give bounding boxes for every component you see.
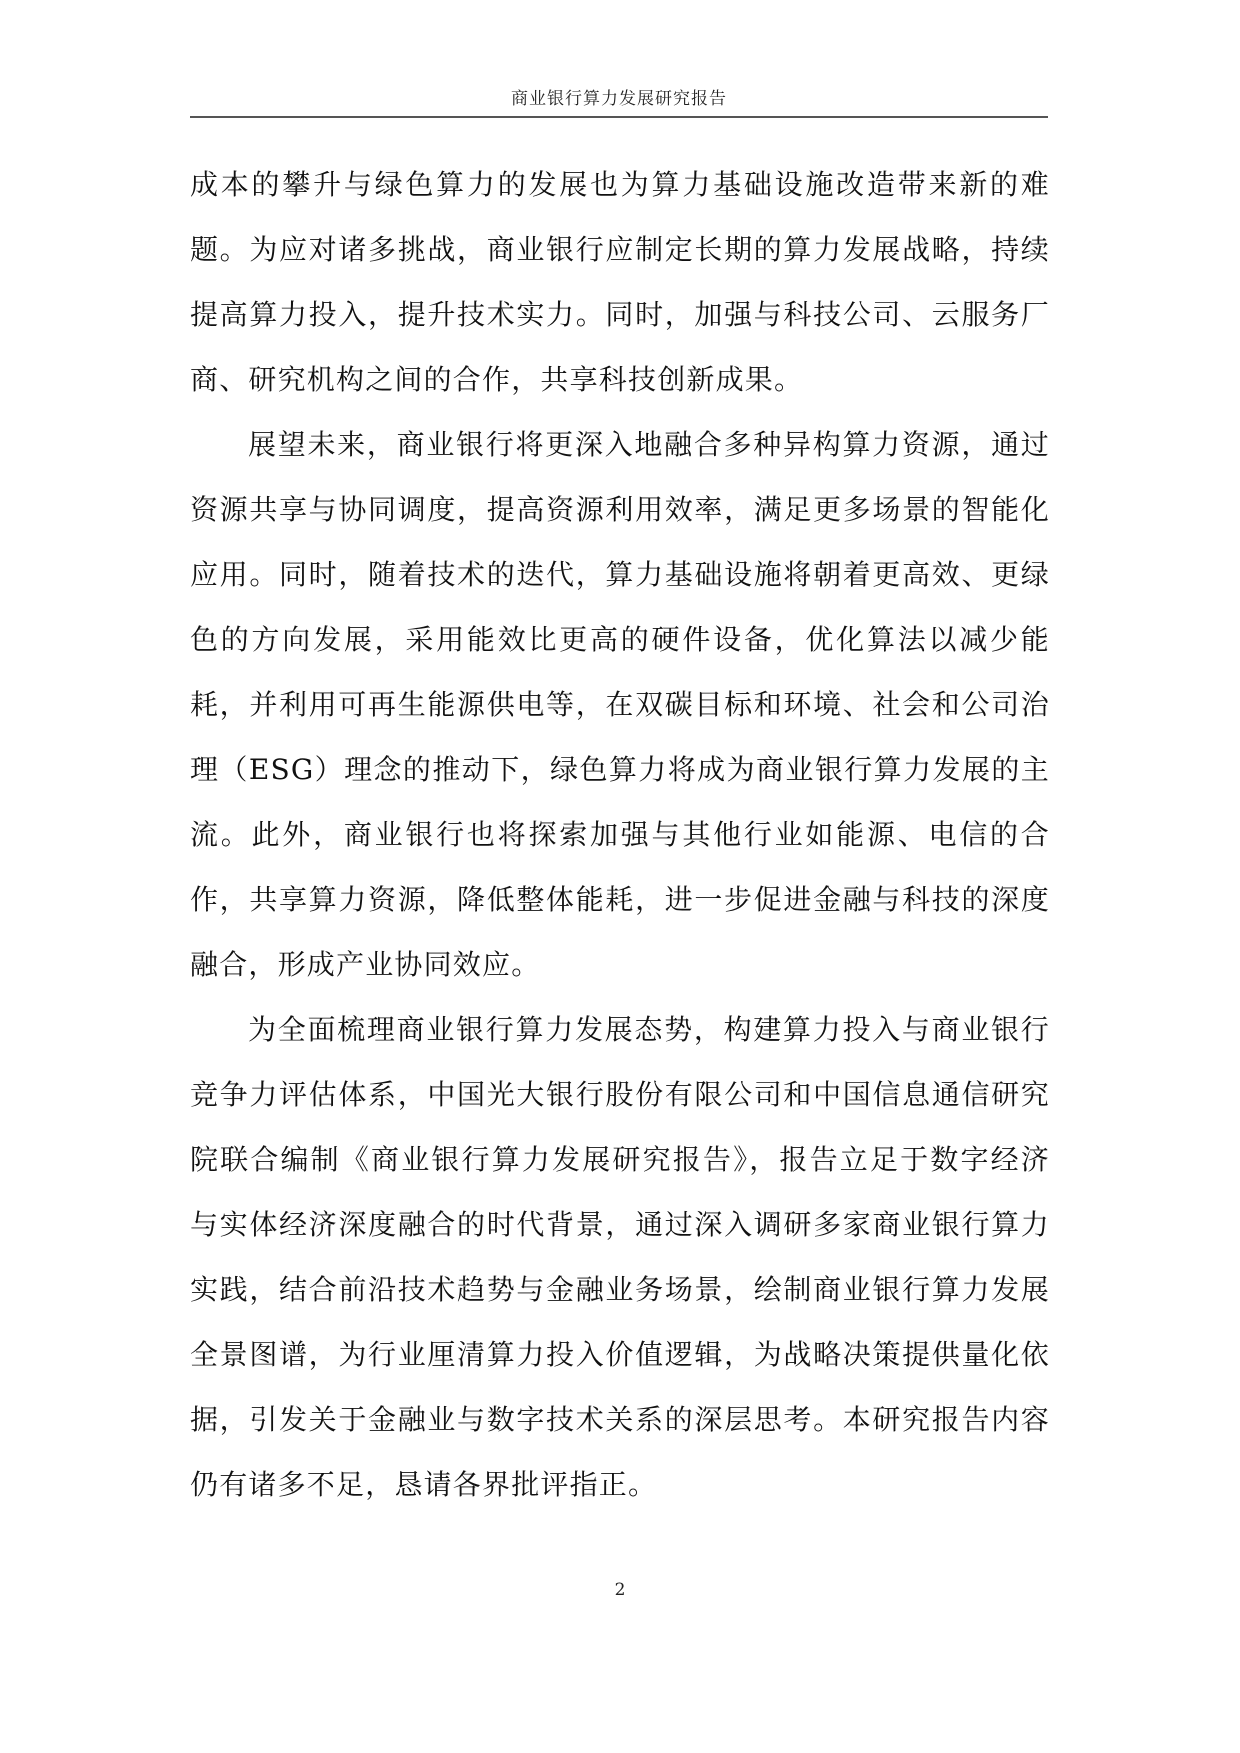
paragraph-continued: 成本的攀升与绿色算力的发展也为算力基础设施改造带来新的难题。为应对诸多挑战，商业银行应制定长期的算力发展战略，持续提高算力投入，提升技术实力。同时，加强与科技公司、云服务厂商、研究机构之间的合作，共享科技创新成果。 xyxy=(190,168,1050,396)
paragraph-outlook: 展望未来，商业银行将更深入地融合多种异构算力资源，通过资源共享与协同调度，提高资源利用效率，满足更多场景的智能化应用。同时，随着技术的迭代，算力基础设施将朝着更高效、更绿色的方向发展，采用能效比更高的硬件设备，优化算法以减少能耗，并利用可再生能源供电等，在双碳目标和环境、社会和公司治理（ESG）理念的推动下，绿色算力将成为商业银行算力发展的主流。此外，商业银行也将探索加强与其他行业如能源、电信的合作，共享算力资源，降低整体能耗，进一步促进金融与科技的深度融合，形成产业协同效应。 xyxy=(190,428,1050,981)
header-title: 商业银行算力发展研究报告 xyxy=(511,89,727,109)
paragraph-report-purpose: 为全面梳理商业银行算力发展态势，构建算力投入与商业银行竞争力评估体系，中国光大银行股份有限公司和中国信息通信研究院联合编制《商业银行算力发展研究报告》，报告立足于数字经济与实体经济深度融合的时代背景，通过深入调研多家商业银行算力实践，结合前沿技术趋势与金融业务场景，绘制商业银行算力发展全景图谱，为行业厘清算力投入价值逻辑，为战略决策提供量化依据，引发关于金融业与数字技术关系的深层思考。本研究报告内容仍有诸多不足，恳请各界批评指正。 xyxy=(190,1013,1050,1501)
running-header xyxy=(190,82,1048,118)
body-text xyxy=(190,152,1050,1517)
page-number: 2 xyxy=(614,1580,626,1600)
